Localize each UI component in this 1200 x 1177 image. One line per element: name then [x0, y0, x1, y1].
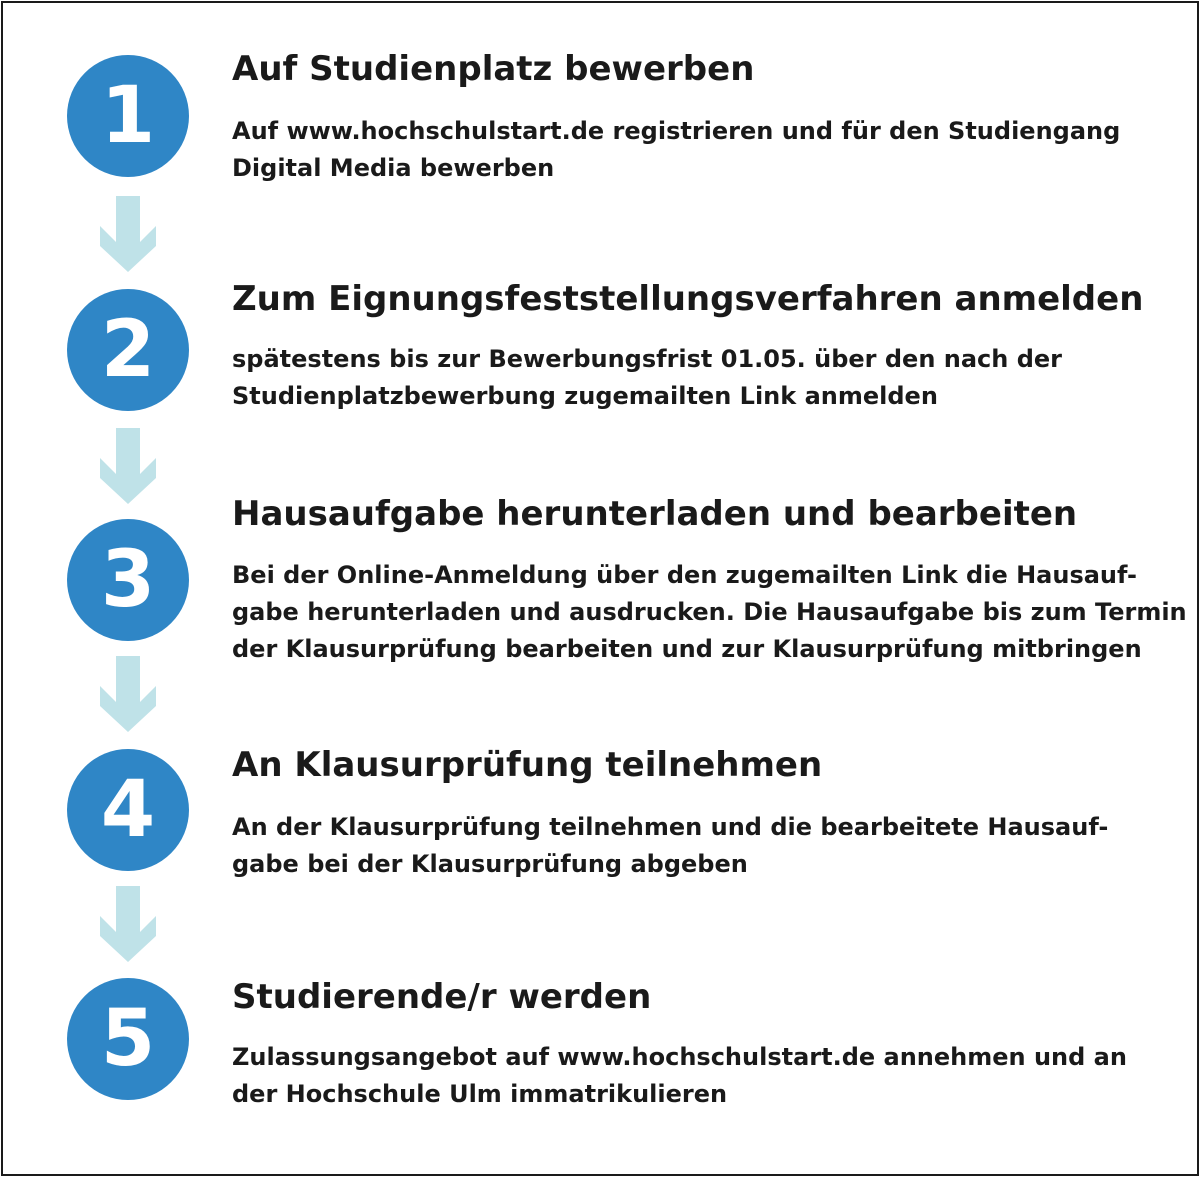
step-description-line: Bei der Online-Anmeldung über den zugemailten Link die Hausauf-	[232, 561, 1137, 589]
step-number-circle: 3	[67, 519, 189, 641]
step-description-line: der Hochschule Ulm immatrikulieren	[232, 1080, 728, 1108]
step-title: Hausaufgabe herunterladen und bearbeiten	[232, 494, 1078, 534]
step-description	[232, 1039, 1187, 1113]
step-title: An Klausurprüfung teilnehmen	[232, 745, 823, 785]
step-description-line: gabe herunterladen und ausdrucken. Die Hausaufgabe bis zum Termin	[232, 598, 1187, 626]
step-description	[232, 113, 1187, 187]
step-title: Auf Studienplatz bewerben	[232, 49, 755, 89]
step-description-line: Digital Media bewerben	[232, 154, 555, 182]
process-diagram	[1, 1, 1199, 1176]
step-number-circle: 5	[67, 978, 189, 1100]
step-description	[232, 341, 1187, 415]
arrow-down-icon	[100, 196, 156, 272]
step-description	[232, 557, 1187, 668]
step-description-line: spätestens bis zur Bewerbungsfrist 01.05. über den nach der	[232, 345, 1063, 373]
step-description	[232, 809, 1187, 883]
arrow-down-icon	[100, 428, 156, 504]
step-description-line: gabe bei der Klausurprüfung abgeben	[232, 850, 748, 878]
step-number-circle: 4	[67, 749, 189, 871]
step-description-line: An der Klausurprüfung teilnehmen und die bearbeitete Hausauf-	[232, 813, 1109, 841]
step-description-line: Zulassungsangebot auf www.hochschulstart.de annehmen und an	[232, 1043, 1127, 1071]
arrow-down-icon	[100, 886, 156, 962]
step-number-circle: 1	[67, 55, 189, 177]
step-number-circle: 2	[67, 289, 189, 411]
step-title: Studierende/r werden	[232, 977, 652, 1017]
step-description-line: Studienplatzbewerbung zugemailten Link anmelden	[232, 382, 938, 410]
arrow-down-icon	[100, 656, 156, 732]
step-title: Zum Eignungsfeststellungsverfahren anmelden	[232, 279, 1144, 319]
step-description-line: der Klausurprüfung bearbeiten und zur Klausurprüfung mitbringen	[232, 635, 1142, 663]
step-description-line: Auf www.hochschulstart.de registrieren und für den Studiengang	[232, 117, 1121, 145]
